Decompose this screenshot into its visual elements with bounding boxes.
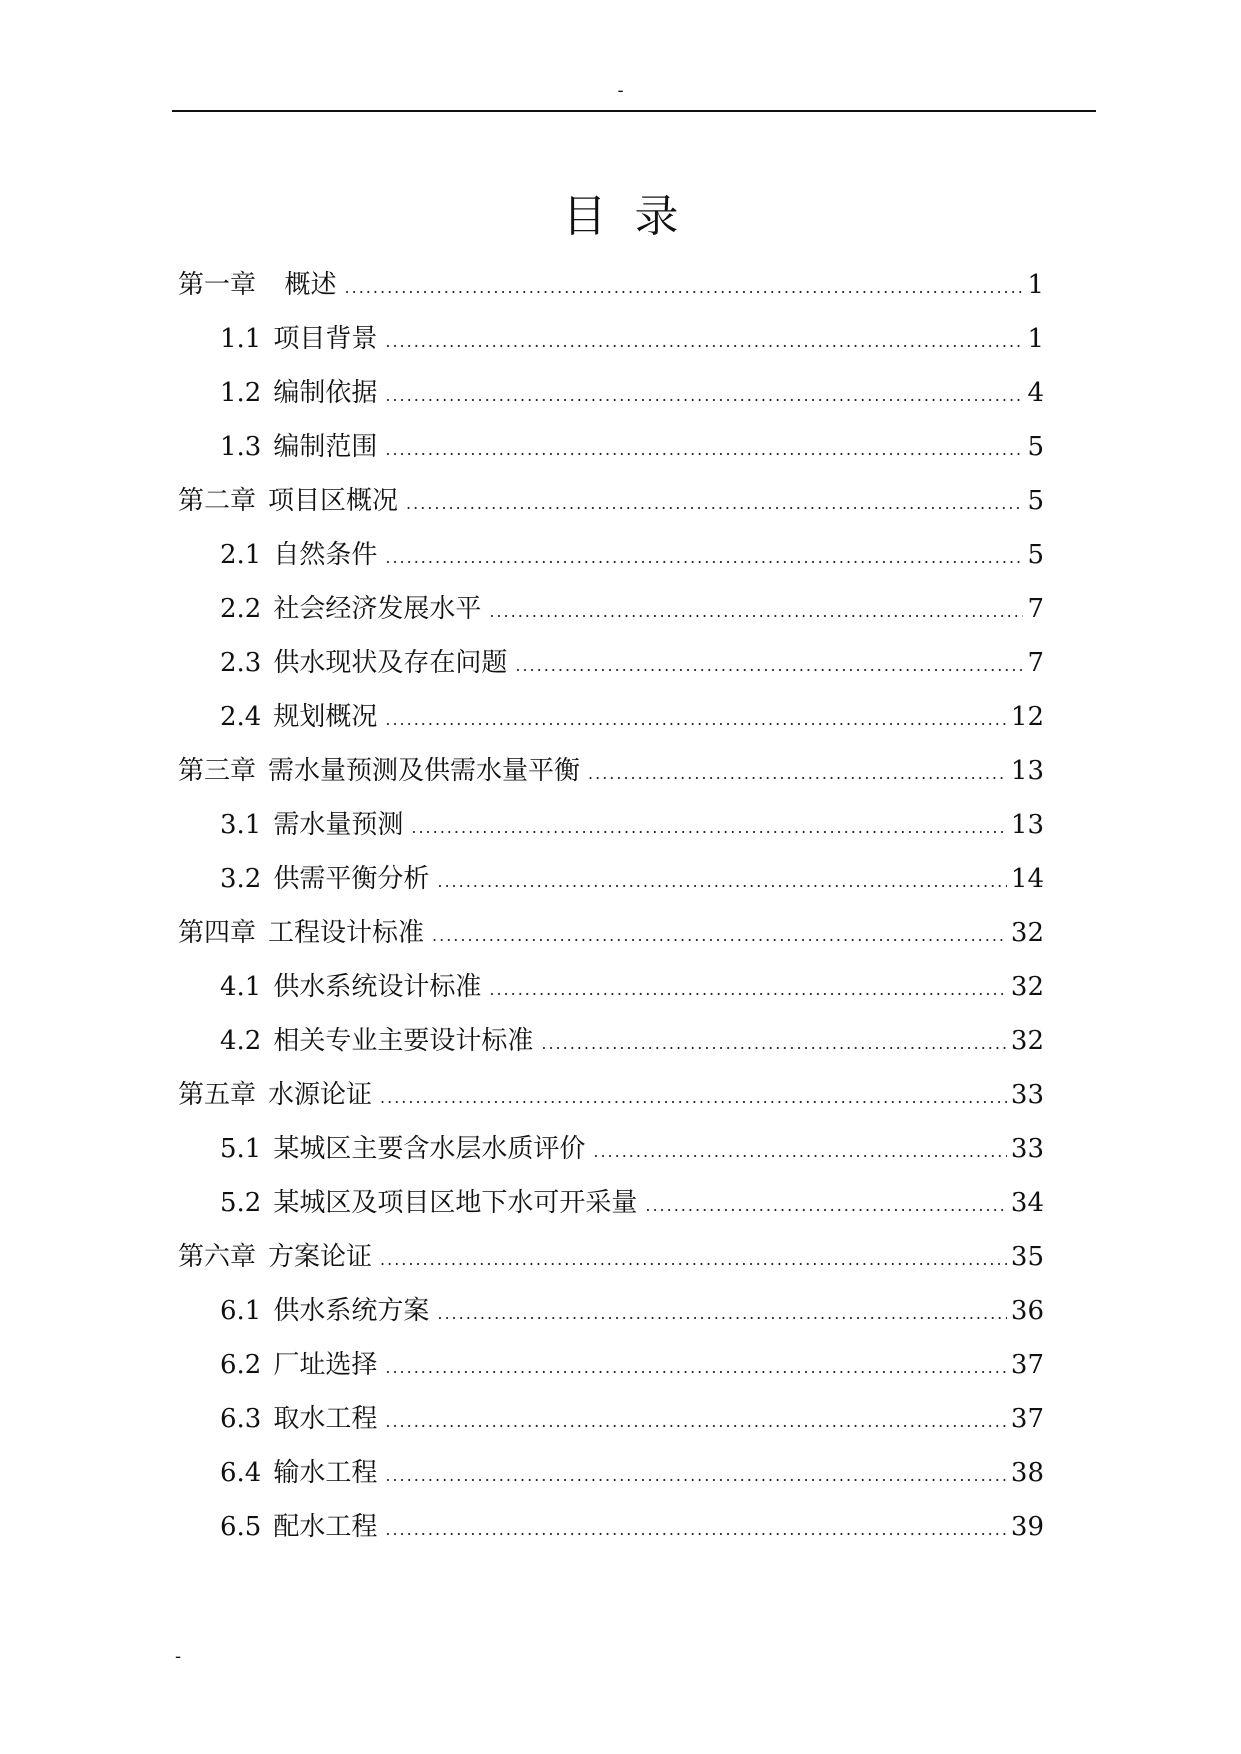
dot-leader xyxy=(385,1341,1007,1395)
toc-entry-number: 1.3 xyxy=(220,432,262,462)
toc-entry[interactable] xyxy=(178,1176,1044,1230)
toc-entry-page: 34 xyxy=(1010,1188,1044,1218)
toc-title: 目录 xyxy=(562,191,707,243)
toc-entry-page: 1 xyxy=(1027,324,1044,354)
toc-entry-number: 第三章 xyxy=(178,756,257,786)
dot-leader xyxy=(385,369,1023,423)
toc-entry-number: 6.1 xyxy=(220,1296,262,1326)
dot-leader xyxy=(437,1287,1007,1341)
toc-entry-title: 输水工程 xyxy=(273,1458,378,1488)
toc-entry-number: 5.2 xyxy=(220,1188,262,1218)
toc-entry-page: 7 xyxy=(1027,648,1044,678)
toc-entry-page: 14 xyxy=(1010,864,1044,894)
toc-entry[interactable] xyxy=(178,366,1044,420)
toc-entry-page: 32 xyxy=(1010,972,1044,1002)
toc-entry-page: 12 xyxy=(1010,702,1044,732)
toc-entry-page: 32 xyxy=(1010,918,1044,948)
toc-entry-title: 项目区概况 xyxy=(268,486,399,516)
toc-entry[interactable] xyxy=(178,1392,1044,1446)
toc-entry-page: 39 xyxy=(1010,1512,1044,1542)
dot-leader xyxy=(380,1071,1007,1125)
toc-entry-page: 37 xyxy=(1010,1404,1044,1434)
toc-entry-page: 5 xyxy=(1027,486,1044,516)
toc-entry[interactable] xyxy=(178,1446,1044,1500)
toc-entry-title: 需水量预测 xyxy=(273,810,404,840)
toc-entry-page: 33 xyxy=(1010,1134,1044,1164)
toc-entry-number: 5.1 xyxy=(220,1134,262,1164)
dot-leader xyxy=(489,963,1007,1017)
toc-entry-page: 7 xyxy=(1027,594,1044,624)
dot-leader xyxy=(437,855,1007,909)
toc-entry-title: 供水现状及存在问题 xyxy=(273,648,508,678)
dot-leader xyxy=(515,639,1023,693)
dot-leader xyxy=(385,1449,1007,1503)
toc-entry[interactable] xyxy=(178,258,1044,312)
toc-entry[interactable] xyxy=(178,1500,1044,1554)
toc-entry-title: 编制依据 xyxy=(273,378,378,408)
toc-entry[interactable] xyxy=(178,312,1044,366)
toc-entry-number: 第六章 xyxy=(178,1242,257,1272)
dot-leader xyxy=(385,1503,1007,1557)
toc-entry-title: 概述 xyxy=(268,270,337,300)
toc-entry[interactable] xyxy=(178,744,1044,798)
footer-mark: - xyxy=(175,1646,182,1667)
toc-entry-title: 项目背景 xyxy=(273,324,378,354)
dot-leader xyxy=(645,1179,1007,1233)
toc-entry-number: 4.1 xyxy=(220,972,262,1002)
dot-leader xyxy=(541,1017,1007,1071)
toc-entry[interactable] xyxy=(178,474,1044,528)
toc-entry-number: 1.1 xyxy=(220,324,262,354)
toc-entry-page: 38 xyxy=(1010,1458,1044,1488)
toc-entry-page: 36 xyxy=(1010,1296,1044,1326)
toc-entry-number: 6.4 xyxy=(220,1458,262,1488)
toc-entry-page: 33 xyxy=(1010,1080,1044,1110)
toc-entry-page: 13 xyxy=(1010,810,1044,840)
dot-leader xyxy=(593,1125,1007,1179)
toc-entry[interactable] xyxy=(178,690,1044,744)
toc-entry-number: 第四章 xyxy=(178,918,257,948)
toc-entry-title: 供水系统设计标准 xyxy=(273,972,482,1002)
toc-entry[interactable] xyxy=(178,906,1044,960)
toc-entry-title: 社会经济发展水平 xyxy=(273,594,482,624)
toc-entry-number: 4.2 xyxy=(220,1026,262,1056)
toc-entry-page: 5 xyxy=(1027,540,1044,570)
toc-entry[interactable] xyxy=(178,582,1044,636)
dot-leader xyxy=(406,477,1023,531)
toc-entry-number: 1.2 xyxy=(220,378,262,408)
toc-entry-title: 某城区主要含水层水质评价 xyxy=(273,1134,586,1164)
toc-entry-number: 第五章 xyxy=(178,1080,257,1110)
toc-entry[interactable] xyxy=(178,1068,1044,1122)
toc-list xyxy=(178,258,1044,1554)
toc-entry[interactable] xyxy=(178,420,1044,474)
toc-entry[interactable] xyxy=(178,1122,1044,1176)
toc-entry-title: 配水工程 xyxy=(273,1512,378,1542)
dot-leader xyxy=(385,423,1023,477)
toc-entry[interactable] xyxy=(178,852,1044,906)
toc-entry[interactable] xyxy=(178,798,1044,852)
toc-entry[interactable] xyxy=(178,528,1044,582)
toc-entry-number: 3.2 xyxy=(220,864,262,894)
toc-entry-title: 水源论证 xyxy=(268,1080,373,1110)
dot-leader xyxy=(385,1395,1007,1449)
toc-entry-page: 5 xyxy=(1027,432,1044,462)
toc-entry[interactable] xyxy=(178,1284,1044,1338)
toc-entry[interactable] xyxy=(178,1338,1044,1392)
toc-entry-number: 6.3 xyxy=(220,1404,262,1434)
toc-entry-title: 工程设计标准 xyxy=(268,918,425,948)
toc-entry-title: 编制范围 xyxy=(273,432,378,462)
toc-entry-number: 第二章 xyxy=(178,486,257,516)
toc-entry-title: 厂址选择 xyxy=(273,1350,378,1380)
header-mark: - xyxy=(617,80,624,101)
toc-entry[interactable] xyxy=(178,636,1044,690)
toc-entry-page: 37 xyxy=(1010,1350,1044,1380)
toc-entry-number: 6.5 xyxy=(220,1512,262,1542)
toc-entry-page: 35 xyxy=(1010,1242,1044,1272)
toc-entry-page: 4 xyxy=(1027,378,1044,408)
toc-entry[interactable] xyxy=(178,1014,1044,1068)
toc-entry-title: 自然条件 xyxy=(273,540,378,570)
toc-entry-title: 供水系统方案 xyxy=(273,1296,430,1326)
dot-leader xyxy=(489,585,1023,639)
dot-leader xyxy=(380,1233,1007,1287)
toc-entry-number: 2.4 xyxy=(220,702,262,732)
dot-leader xyxy=(345,261,1024,315)
dot-leader xyxy=(385,693,1007,747)
dot-leader xyxy=(385,531,1023,585)
toc-entry-number: 3.1 xyxy=(220,810,262,840)
toc-entry-title: 相关专业主要设计标准 xyxy=(273,1026,534,1056)
toc-entry[interactable] xyxy=(178,960,1044,1014)
toc-entry-title: 方案论证 xyxy=(268,1242,373,1272)
toc-entry-page: 13 xyxy=(1010,756,1044,786)
toc-entry-title: 需水量预测及供需水量平衡 xyxy=(268,756,581,786)
toc-entry-page: 32 xyxy=(1010,1026,1044,1056)
dot-leader xyxy=(432,909,1007,963)
toc-entry-number: 6.2 xyxy=(220,1350,262,1380)
header-rule xyxy=(172,110,1096,112)
toc-entry-number: 2.2 xyxy=(220,594,262,624)
toc-entry-title: 取水工程 xyxy=(273,1404,378,1434)
toc-entry[interactable] xyxy=(178,1230,1044,1284)
toc-entry-page: 1 xyxy=(1027,270,1044,300)
toc-entry-number: 2.3 xyxy=(220,648,262,678)
toc-entry-title: 某城区及项目区地下水可开采量 xyxy=(273,1188,638,1218)
dot-leader xyxy=(411,801,1007,855)
toc-entry-title: 规划概况 xyxy=(273,702,378,732)
toc-entry-number: 第一章 xyxy=(178,270,257,300)
dot-leader xyxy=(588,747,1007,801)
dot-leader xyxy=(385,315,1023,369)
toc-entry-number: 2.1 xyxy=(220,540,262,570)
toc-entry-title: 供需平衡分析 xyxy=(273,864,430,894)
